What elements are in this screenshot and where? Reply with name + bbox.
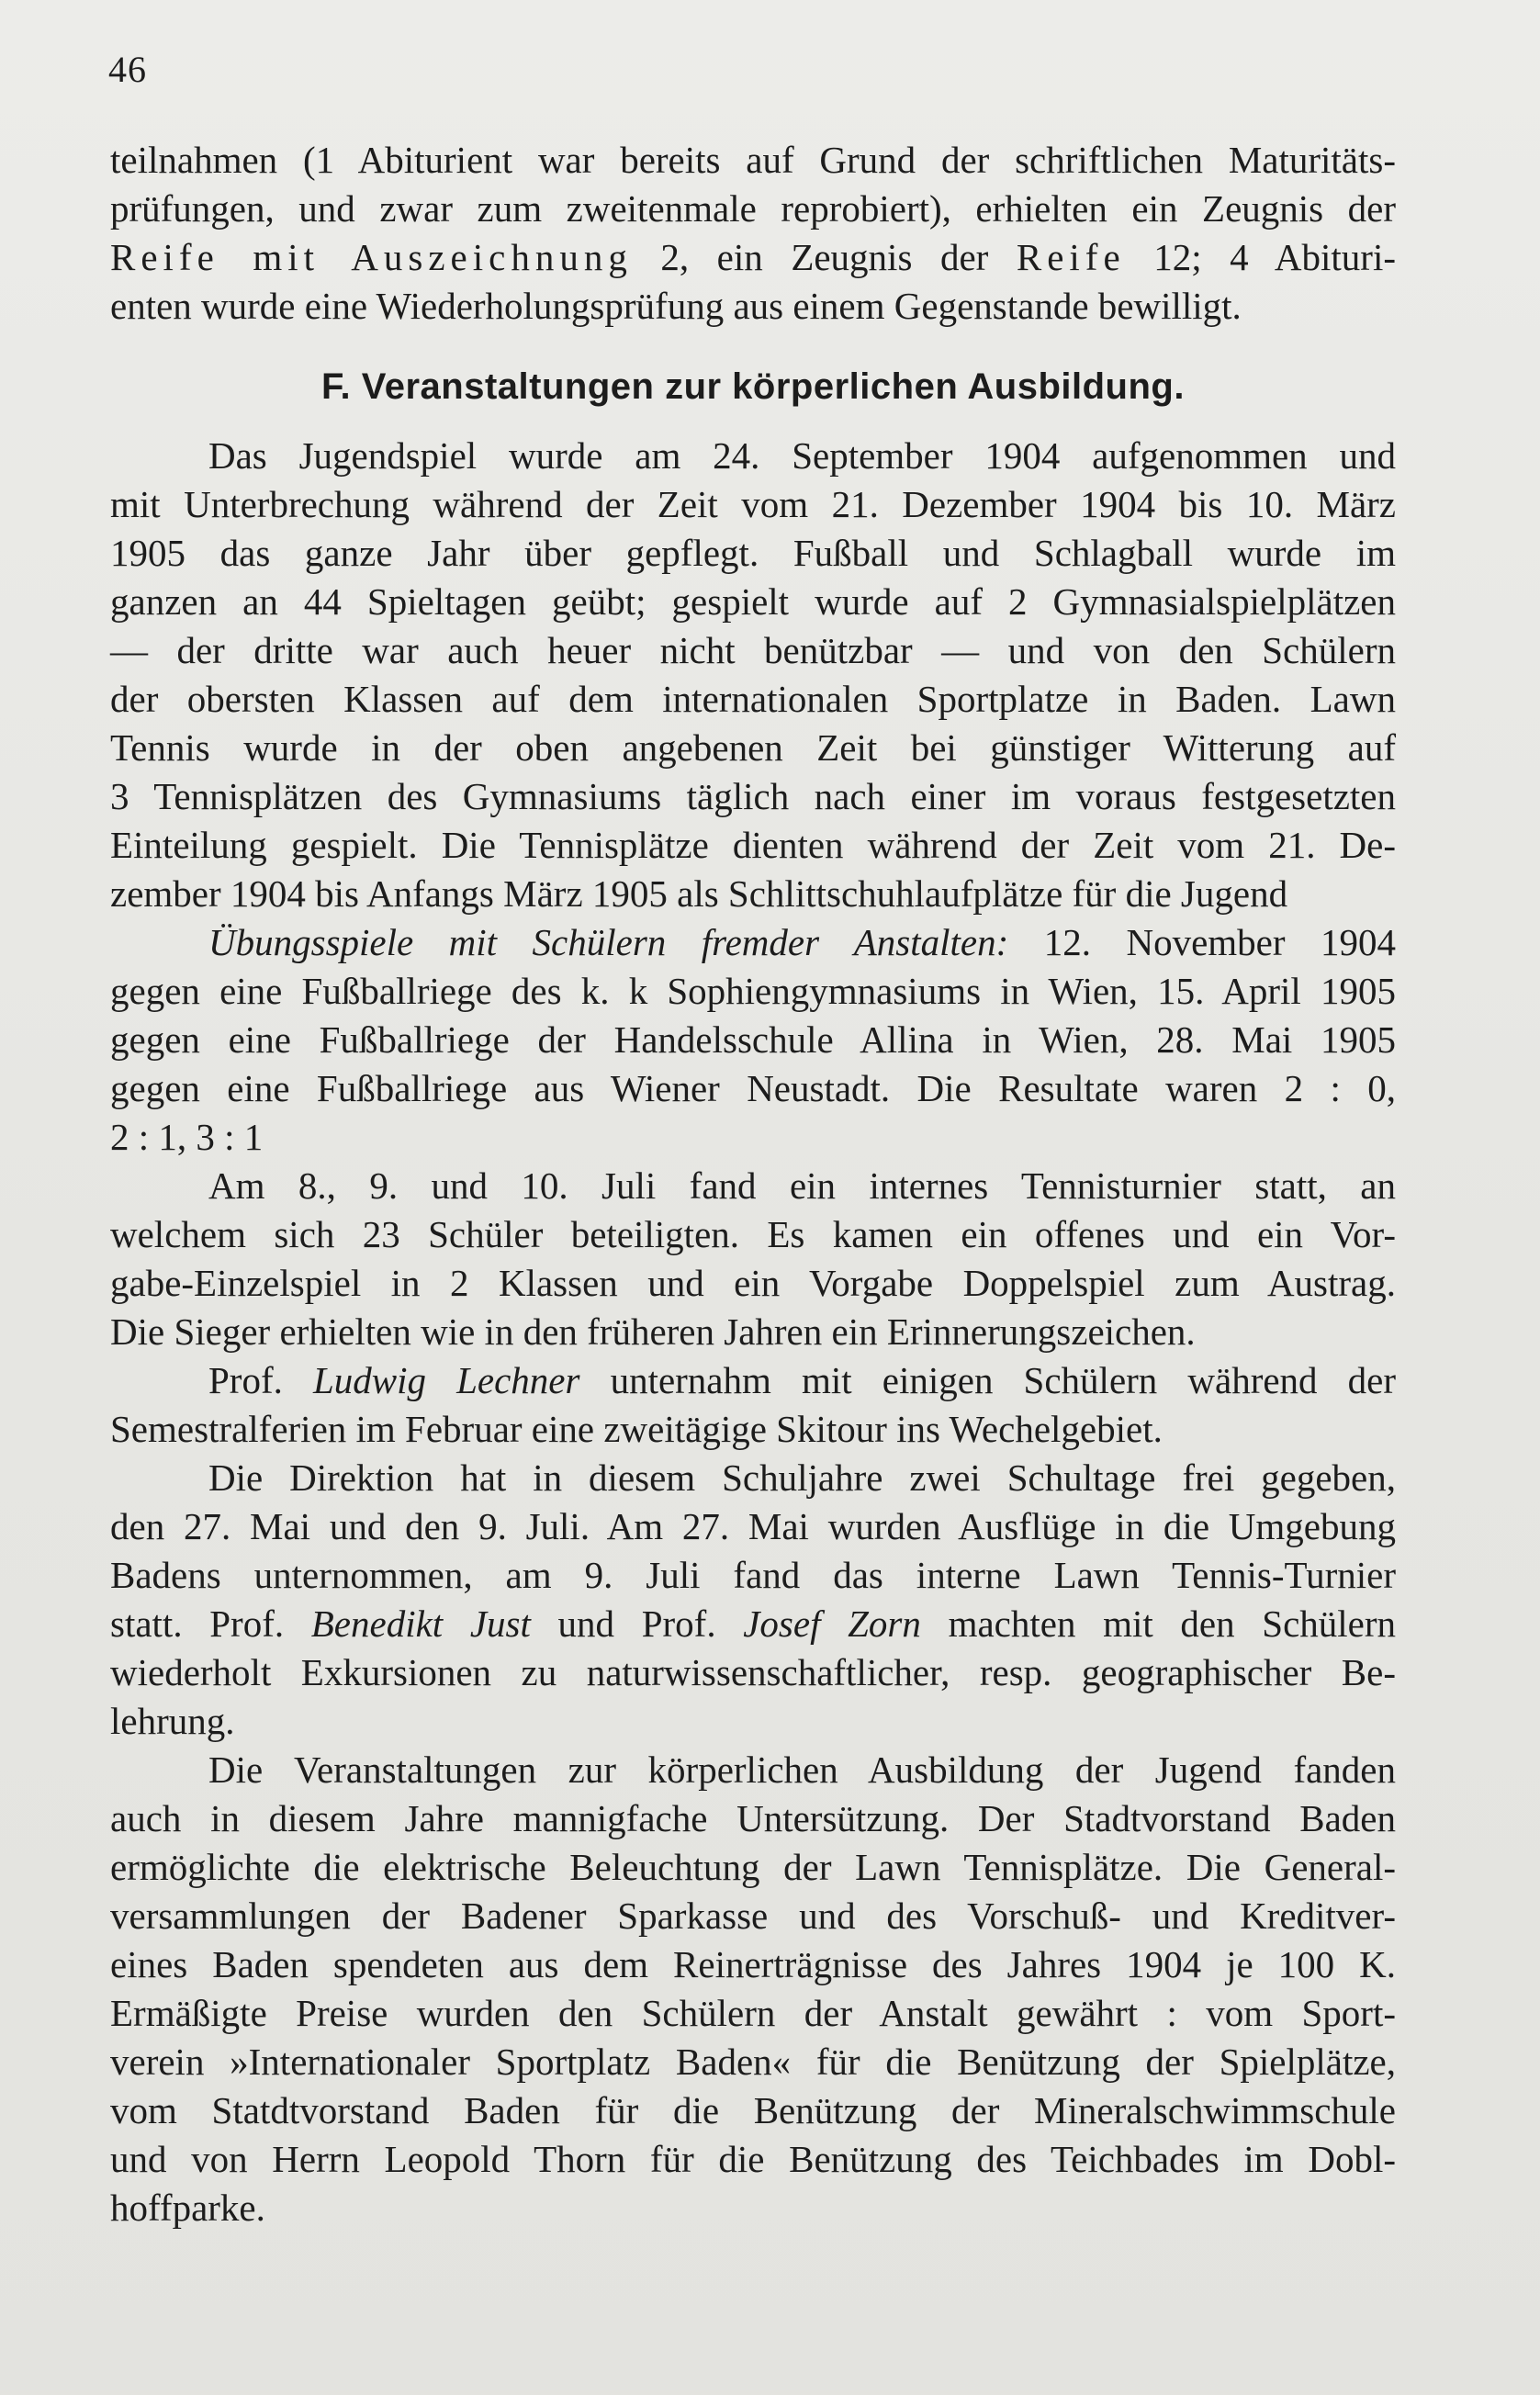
text-line: gegen eine Fußballriege aus Wiener Neustadt. Die Resultate waren 2 : 0, — [110, 1067, 1396, 1109]
text-line: enten wurde eine Wiederholungsprüfung aus einem Gegenstande bewilligt. — [110, 285, 1242, 327]
text-line: und von Herrn Leopold Thorn für die Benützung des Teichbades im Dobl- — [110, 2138, 1396, 2180]
spaced-emphasis: Reife — [1016, 236, 1126, 278]
text-line: Die Direktion hat in diesem Schuljahre zwei Schultage frei gegeben, — [208, 1456, 1396, 1499]
text-line — [110, 1356, 1396, 1405]
text-run: machten mit den Schülern — [920, 1602, 1397, 1645]
text-line — [110, 1600, 1396, 1648]
text-line: prüfungen, und zwar zum zweitenmale reprobiert), erhielten ein Zeugnis der — [110, 187, 1396, 230]
page-number: 46 — [108, 49, 147, 90]
text-line: 3 Tennisplätzen des Gymnasiums täglich nach einer im voraus festgesetzten — [110, 775, 1396, 817]
italic-lead: Übungsspiele mit Schülern fremder Anstalten: — [208, 921, 1009, 963]
text-line: mit Unterbrechung während der Zeit vom 21. Dezember 1904 bis 10. März — [110, 483, 1396, 525]
text-line: Die Sieger erhielten wie in den früheren Jahren ein Erinnerungszeichen. — [110, 1310, 1196, 1353]
text-line: welchem sich 23 Schüler beteiligten. Es kamen ein offenes und ein Vor- — [110, 1213, 1396, 1255]
text-line: 1905 das ganze Jahr über gepflegt. Fußball und Schlagball wurde im — [110, 532, 1396, 574]
text-run: 12; 4 Abituri- — [1125, 236, 1397, 278]
paragraph-sports — [110, 432, 1396, 918]
text-line: zember 1904 bis Anfangs März 1905 als Schlittschuhlaufplätze für die Jugend — [110, 872, 1288, 915]
text-line: versammlungen der Badener Sparkasse und des Vorschuß- und Kreditver- — [110, 1895, 1396, 1937]
text-line: gegen eine Fußballriege der Handelsschule Allina in Wien, 28. Mai 1905 — [110, 1018, 1396, 1061]
text-run: Prof. — [208, 1359, 313, 1401]
person-name: Ludwig Lechner — [312, 1359, 580, 1401]
text-run: statt. Prof. — [110, 1602, 311, 1645]
text-line: Semestralferien im Februar eine zweitägige Skitour ins Wechelgebiet. — [110, 1408, 1163, 1450]
spaced-emphasis: Reife mit Auszeichnung — [110, 236, 633, 278]
text-line: vom Statdtvorstand Baden für die Benützung der Mineralschwimmschule — [110, 2089, 1396, 2131]
text-line: ermöglichte die elektrische Beleuchtung der Lawn Tennisplätze. Die General- — [110, 1846, 1396, 1888]
text-line: auch in diesem Jahre mannigfache Untersützung. Der Stadtvorstand Baden — [110, 1797, 1396, 1839]
text-line: Badens unternommen, am 9. Juli fand das interne Lawn Tennis-Turnier — [110, 1554, 1396, 1596]
text-line: eines Baden spendeten aus dem Reinerträgnisse des Jahres 1904 je 100 K. — [110, 1943, 1396, 1985]
text-run: 2, ein Zeugnis der — [632, 236, 1017, 278]
paragraph-matches — [110, 918, 1396, 1162]
paragraph-skitour — [110, 1356, 1396, 1454]
text-run: 12. November 1904 — [1008, 921, 1396, 963]
paragraph-tournament — [110, 1162, 1396, 1356]
paragraph-support — [110, 1746, 1396, 2232]
text-line: Tennis wurde in der oben angebenen Zeit bei günstiger Witterung auf — [110, 726, 1396, 769]
person-name: Josef Zorn — [743, 1602, 921, 1645]
text-line: 2 : 1, 3 : 1 — [110, 1116, 264, 1158]
text-line: gabe-Einzelspiel in 2 Klassen und ein Vorgabe Doppelspiel zum Austrag. — [110, 1262, 1396, 1304]
text-line — [110, 233, 1396, 282]
text-line: ganzen an 44 Spieltagen geübt; gespielt wurde auf 2 Gymnasialspielplätzen — [110, 580, 1396, 623]
text-line: Die Veranstaltungen zur körperlichen Ausbildung der Jugend fanden — [208, 1748, 1396, 1791]
section-heading: F. Veranstaltungen zur körperlichen Ausbildung. — [321, 366, 1185, 407]
page-body — [110, 136, 1396, 2232]
text-line: — der dritte war auch heuer nicht benützbar — und von den Schülern — [110, 629, 1396, 671]
text-run: und Prof. — [530, 1602, 744, 1645]
intro-paragraph — [110, 136, 1396, 331]
text-line: teilnahmen (1 Abiturient war bereits auf Grund der schriftlichen Maturitäts- — [110, 139, 1396, 181]
text-line: lehrung. — [110, 1700, 235, 1742]
text-line: der obersten Klassen auf dem internationalen Sportplatze in Baden. Lawn — [110, 678, 1396, 720]
text-line: Ermäßigte Preise wurden den Schülern der Anstalt gewährt : vom Sport- — [110, 1992, 1396, 2034]
text-line: wiederholt Exkursionen zu naturwissenschaftlicher, resp. geographischer Be- — [110, 1651, 1396, 1693]
text-line: verein »Internationaler Sportplatz Baden« für die Benützung der Spielplätze, — [110, 2041, 1396, 2083]
text-line: Das Jugendspiel wurde am 24. September 1904 aufgenommen und — [208, 434, 1396, 477]
paragraph-excursions — [110, 1454, 1396, 1746]
text-line — [110, 918, 1396, 967]
text-line: hoffparke. — [110, 2187, 265, 2229]
text-line: Einteilung gespielt. Die Tennisplätze dienten während der Zeit vom 21. De- — [110, 824, 1396, 866]
text-line: den 27. Mai und den 9. Juli. Am 27. Mai wurden Ausflüge in die Umgebung — [110, 1505, 1396, 1547]
text-line: gegen eine Fußballriege des k. k Sophiengymnasiums in Wien, 15. April 1905 — [110, 970, 1396, 1012]
text-line: Am 8., 9. und 10. Juli fand ein internes Tennisturnier statt, an — [208, 1164, 1396, 1207]
text-run: unternahm mit einigen Schülern während der — [579, 1359, 1396, 1401]
person-name: Benedikt Just — [310, 1602, 531, 1645]
